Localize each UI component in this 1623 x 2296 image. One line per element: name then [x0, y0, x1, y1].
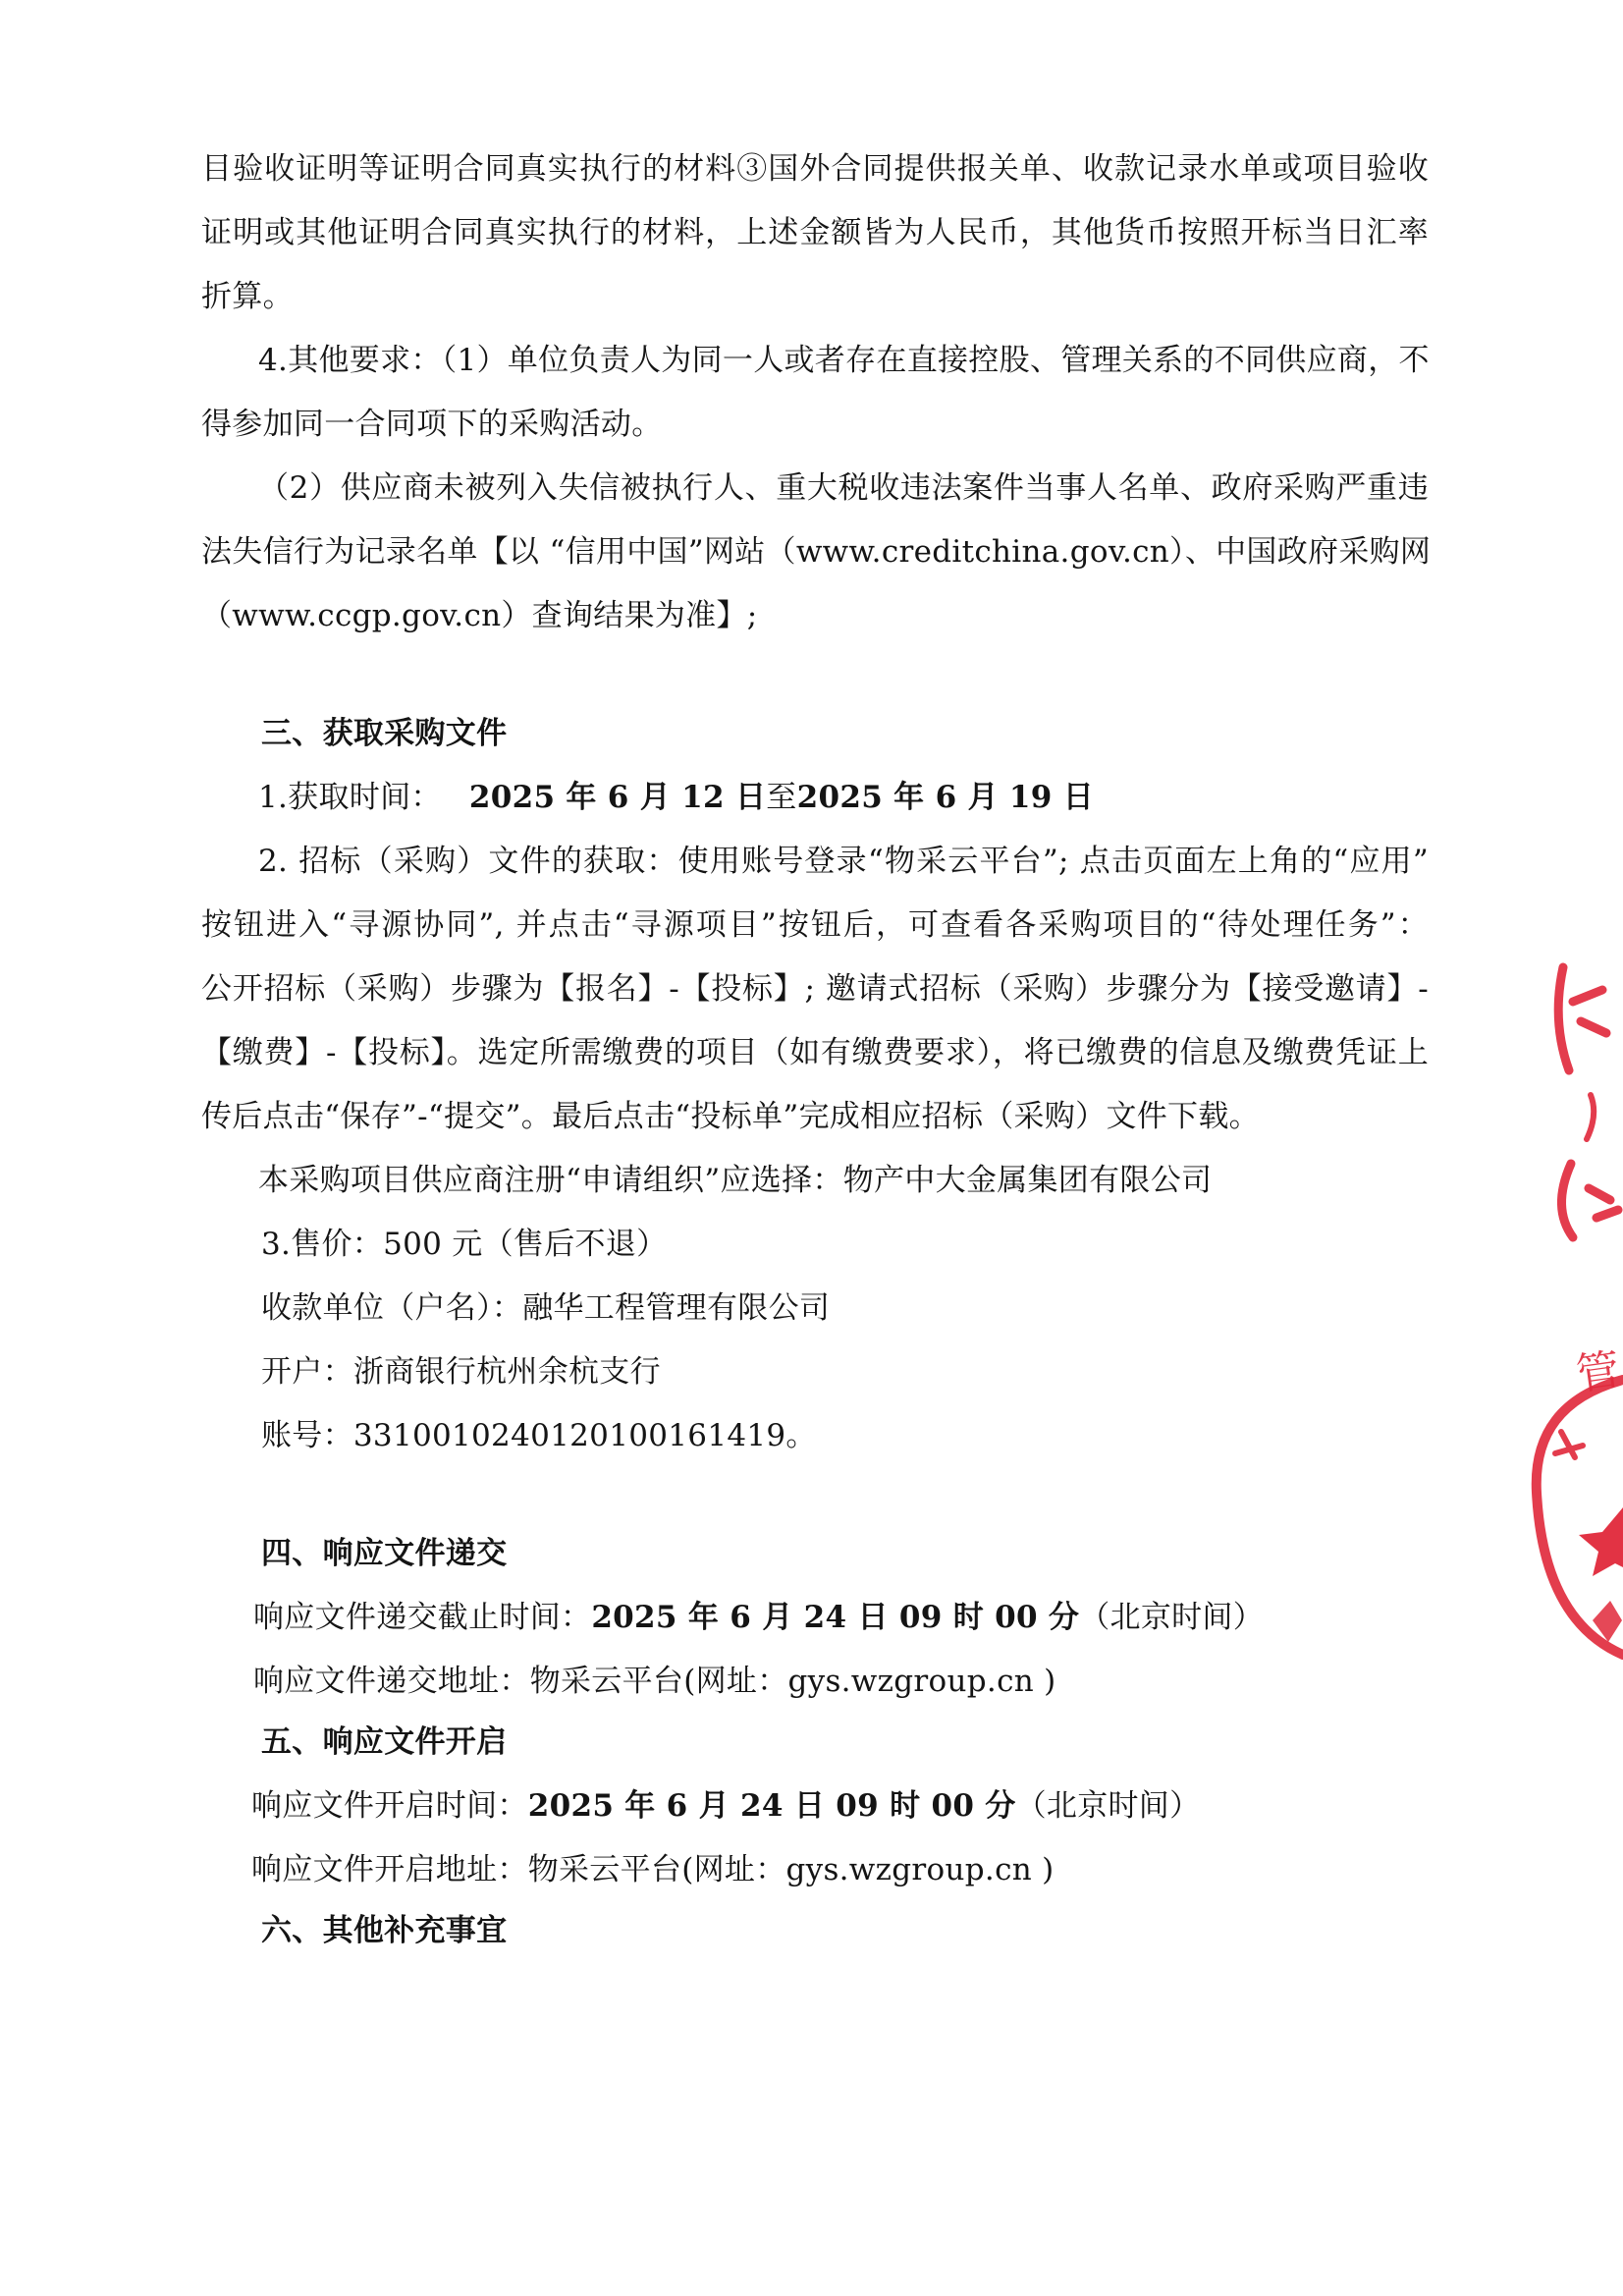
submission-deadline [253, 1596, 1264, 1639]
acquisition-method-line: 公开招标（采购）步骤为【报名】-【投标】; 邀请式招标（采购）步骤分为【接受邀请】- [201, 971, 1429, 1007]
price-line: 3.售价：500 元（售后不退） [261, 1227, 668, 1262]
submission-address: 响应文件递交地址：物采云平台(网址：gys.wzgroup.cn ) [253, 1664, 1056, 1699]
section-heading-6: 六、其他补充事宜 [261, 1913, 508, 1948]
section-heading-4: 四、响应文件递交 [261, 1536, 508, 1571]
other-requirement-2-cont: 法失信行为记录名单【以 “信用中国”网站（www.creditchina.gov.cn）、中国政府采购网 [201, 534, 1432, 570]
account-line: 账号：331001024012010016141​9。 [261, 1418, 817, 1453]
seal-character: 管 [1573, 1344, 1623, 1400]
paragraph-line: 目验收证明等证明合同真实执行的材料③国外合同提供报关单、收款记录水单或项目验收 [201, 151, 1429, 187]
acquisition-method-line: 2. 招标（采购）文件的获取：使用账号登录“物采云平台”; 点击页面左上角的“应用” [258, 844, 1429, 879]
acquisition-method-line: 传后点击“保存”-“提交”。最后点击“投标单”完成相应招标（采购）文件下载。 [201, 1099, 1260, 1134]
submission-deadline-value: 2025 年 6 月 24 日 09 时 00 分 [591, 1600, 1080, 1635]
submission-deadline-label: 响应文件递交截止时间： [253, 1600, 592, 1635]
other-requirement-1-cont: 得参加同一合同项下的采购活动。 [201, 407, 663, 442]
opening-time-value: 2025 年 6 月 24 日 09 时 00 分 [527, 1788, 1016, 1824]
organization-note: 本采购项目供应商注册“申请组织”应选择：物产中大金属集团有限公司 [258, 1163, 1213, 1198]
other-requirement-2: （2）供应商未被列入失信被执行人、重大税收违法案件当事人名单、政府采购严重违 [258, 470, 1429, 506]
other-requirement-1: 4.其他要求：（1）单位负责人为同一人或者存在直接控股、管理关系的不同供应商，不 [258, 343, 1430, 378]
other-requirement-2-end: （www.ccgp.gov.cn）查询结果为准】; [201, 598, 758, 633]
payee-line: 收款单位（户名）：融华工程管理有限公司 [261, 1290, 831, 1326]
opening-time-tz: （北京时间） [1015, 1788, 1201, 1824]
acquisition-method-line: 按钮进入“寻源协同”, 并点击“寻源项目”按钮后，可查看各采购项目的“待处理任务”： [201, 907, 1429, 943]
red-seal-stamp [1512, 943, 1623, 1748]
acquisition-time-end: 2025 年 6 月 19 日 [796, 780, 1095, 815]
opening-address: 响应文件开启地址：物采云平台(网址：gys.wzgroup.cn ) [251, 1852, 1055, 1887]
acquisition-time-to: 至 [766, 780, 797, 815]
paragraph-line: 证明或其他证明合同真实执行的材料，上述金额皆为人民币，其他货币按照开标当日汇率 [201, 215, 1429, 250]
bank-line: 开户：浙商银行杭州余杭支行 [261, 1354, 661, 1390]
opening-time [251, 1784, 1200, 1828]
acquisition-time [258, 776, 1094, 819]
acquisition-method-line: 【缴费】-【投标】。选定所需缴费的项目（如有缴费要求），将已缴费的信息及缴费凭证上 [201, 1035, 1429, 1070]
section-heading-3: 三、获取采购文件 [261, 716, 508, 751]
section-heading-5: 五、响应文件开启 [261, 1724, 508, 1760]
submission-deadline-tz: （北京时间） [1079, 1600, 1265, 1635]
acquisition-time-label: 1.获取时间： [258, 780, 442, 815]
opening-time-label: 响应文件开启时间： [251, 1788, 528, 1824]
acquisition-time-start: 2025 年 6 月 12 日 [468, 780, 767, 815]
paragraph-line: 折算。 [201, 279, 294, 314]
